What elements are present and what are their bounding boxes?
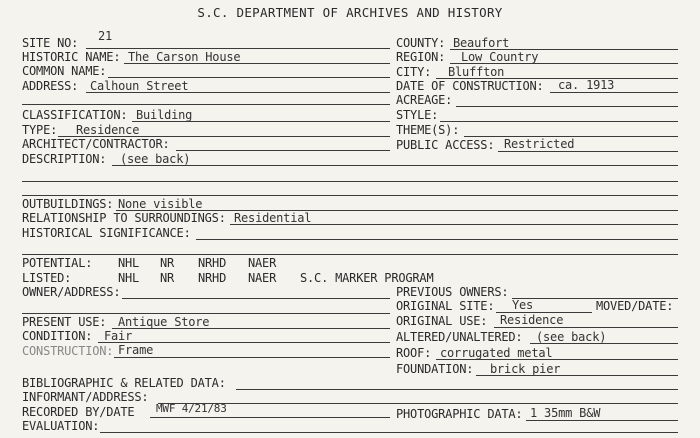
significance-line-2 xyxy=(22,254,678,255)
site-no-line xyxy=(86,48,390,49)
acreage-line xyxy=(456,106,678,107)
recorded-by-line xyxy=(150,417,390,418)
outbuildings-label: OUTBUILDINGS: xyxy=(22,197,114,211)
description-line-3 xyxy=(22,195,678,196)
construction-label: CONSTRUCTION: xyxy=(22,344,114,358)
roof-line xyxy=(436,359,678,360)
present-use-value: Antique Store xyxy=(118,315,210,329)
public-access-line xyxy=(498,151,678,152)
county-label: COUNTY: xyxy=(396,36,446,50)
foundation-label: FOUNDATION: xyxy=(396,362,474,376)
classification-value: Building xyxy=(136,108,193,122)
original-use-line xyxy=(494,327,678,328)
potential-nrhd: NRHD xyxy=(198,256,227,270)
historic-name-value: The Carson House xyxy=(128,50,241,64)
architect-line xyxy=(176,150,390,151)
public-access-value: Restricted xyxy=(504,137,575,151)
evaluation-label: EVALUATION: xyxy=(22,419,100,433)
previous-owners-label: PREVIOUS OWNERS: xyxy=(396,285,509,299)
biblio-label: BIBLIOGRAPHIC & RELATED DATA: xyxy=(22,376,226,390)
evaluation-line xyxy=(100,432,678,433)
original-site-value: Yes xyxy=(512,298,534,312)
date-construction-value: ca. 1913 xyxy=(558,78,615,92)
address-label: ADDRESS: xyxy=(22,79,79,93)
acreage-label: ACREAGE: xyxy=(396,93,453,107)
altered-line xyxy=(530,343,678,344)
date-construction-label: DATE OF CONSTRUCTION: xyxy=(396,79,544,93)
listed-nr: NR xyxy=(160,271,175,285)
altered-value: (see back) xyxy=(536,330,607,344)
foundation-value: brick pier xyxy=(490,362,561,376)
potential-label: POTENTIAL: xyxy=(22,256,93,270)
biblio-line xyxy=(236,389,678,390)
outbuildings-value: None visible xyxy=(118,197,203,211)
photographic-data-value: 1 35mm B&W xyxy=(530,406,601,420)
owner-address-label: OWNER/ADDRESS: xyxy=(22,285,121,299)
site-no-value: 21 xyxy=(98,29,113,43)
roof-value: corrugated metal xyxy=(440,346,553,360)
original-use-label: ORIGINAL USE: xyxy=(396,314,488,328)
relationship-line xyxy=(230,224,678,225)
construction-line xyxy=(114,357,390,358)
county-value: Beaufort xyxy=(453,36,510,50)
listed-nrhd: NRHD xyxy=(198,271,227,285)
historic-name-label: HISTORIC NAME: xyxy=(22,50,121,64)
moved-date-label: MOVED/DATE: xyxy=(596,299,674,313)
foundation-line xyxy=(476,375,678,376)
region-label: REGION: xyxy=(396,50,446,64)
roof-label: ROOF: xyxy=(396,346,432,360)
form-title: S.C. DEPARTMENT OF ARCHIVES AND HISTORY xyxy=(197,5,503,20)
city-value: Bluffton xyxy=(448,65,505,79)
region-line xyxy=(450,63,678,64)
listed-naer: NAER xyxy=(248,271,277,285)
original-site-label: ORIGINAL SITE: xyxy=(396,299,495,313)
original-use-value: Residence xyxy=(500,313,564,327)
informant-label: INFORMANT/ADDRESS: xyxy=(22,390,149,404)
present-use-line xyxy=(112,328,390,329)
address-value: Calhoun Street xyxy=(90,79,189,93)
owner-address-line xyxy=(122,298,390,299)
altered-label: ALTERED/UNALTERED: xyxy=(396,330,523,344)
significance-label: HISTORICAL SIGNIFICANCE: xyxy=(22,226,191,240)
description-value: (see back) xyxy=(120,152,191,166)
style-label: STYLE: xyxy=(396,108,439,122)
recorded-by-label: RECORDED BY/DATE xyxy=(22,405,135,419)
photographic-data-label: PHOTOGRAPHIC DATA: xyxy=(396,407,523,421)
condition-label: CONDITION: xyxy=(22,329,93,343)
potential-nhl: NHL xyxy=(118,256,140,270)
common-name-label: COMMON NAME: xyxy=(22,64,107,78)
region-value: Low Country xyxy=(461,50,539,64)
informant-line xyxy=(158,403,678,404)
construction-value: Frame xyxy=(118,343,154,357)
description-line xyxy=(112,165,678,166)
theme-label: THEME(S): xyxy=(396,123,460,137)
owner-address-line-2 xyxy=(22,313,390,314)
potential-nr: NR xyxy=(160,256,175,270)
significance-line xyxy=(196,239,678,240)
address-extra-line xyxy=(22,104,390,105)
architect-label: ARCHITECT/CONTRACTOR: xyxy=(22,137,170,151)
classification-line xyxy=(132,121,390,122)
city-label: CITY: xyxy=(396,65,432,79)
recorded-by-value: MWF 4/21/83 xyxy=(156,402,227,415)
type-label: TYPE: xyxy=(22,123,58,137)
photographic-data-line xyxy=(526,420,678,421)
public-access-label: PUBLIC ACCESS: xyxy=(396,138,495,152)
type-value: Residence xyxy=(76,123,140,137)
description-label: DESCRIPTION: xyxy=(22,152,107,166)
marker-program: S.C. MARKER PROGRAM xyxy=(300,271,434,285)
potential-naer: NAER xyxy=(248,256,277,270)
classification-label: CLASSIFICATION: xyxy=(22,108,128,122)
listed-label: LISTED: xyxy=(22,271,72,285)
date-construction-line xyxy=(550,92,678,93)
style-line xyxy=(440,121,678,122)
relationship-value: Residential xyxy=(234,211,312,225)
common-name-line xyxy=(108,77,390,78)
listed-nhl: NHL xyxy=(118,271,140,285)
condition-value: Fair xyxy=(104,329,133,343)
historic-name-line xyxy=(124,63,390,64)
site-no-label: SITE NO: xyxy=(22,36,79,50)
address-line xyxy=(86,92,390,93)
relationship-label: RELATIONSHIP TO SURROUNDINGS: xyxy=(22,211,226,225)
present-use-label: PRESENT USE: xyxy=(22,315,107,329)
description-line-2 xyxy=(22,181,678,182)
